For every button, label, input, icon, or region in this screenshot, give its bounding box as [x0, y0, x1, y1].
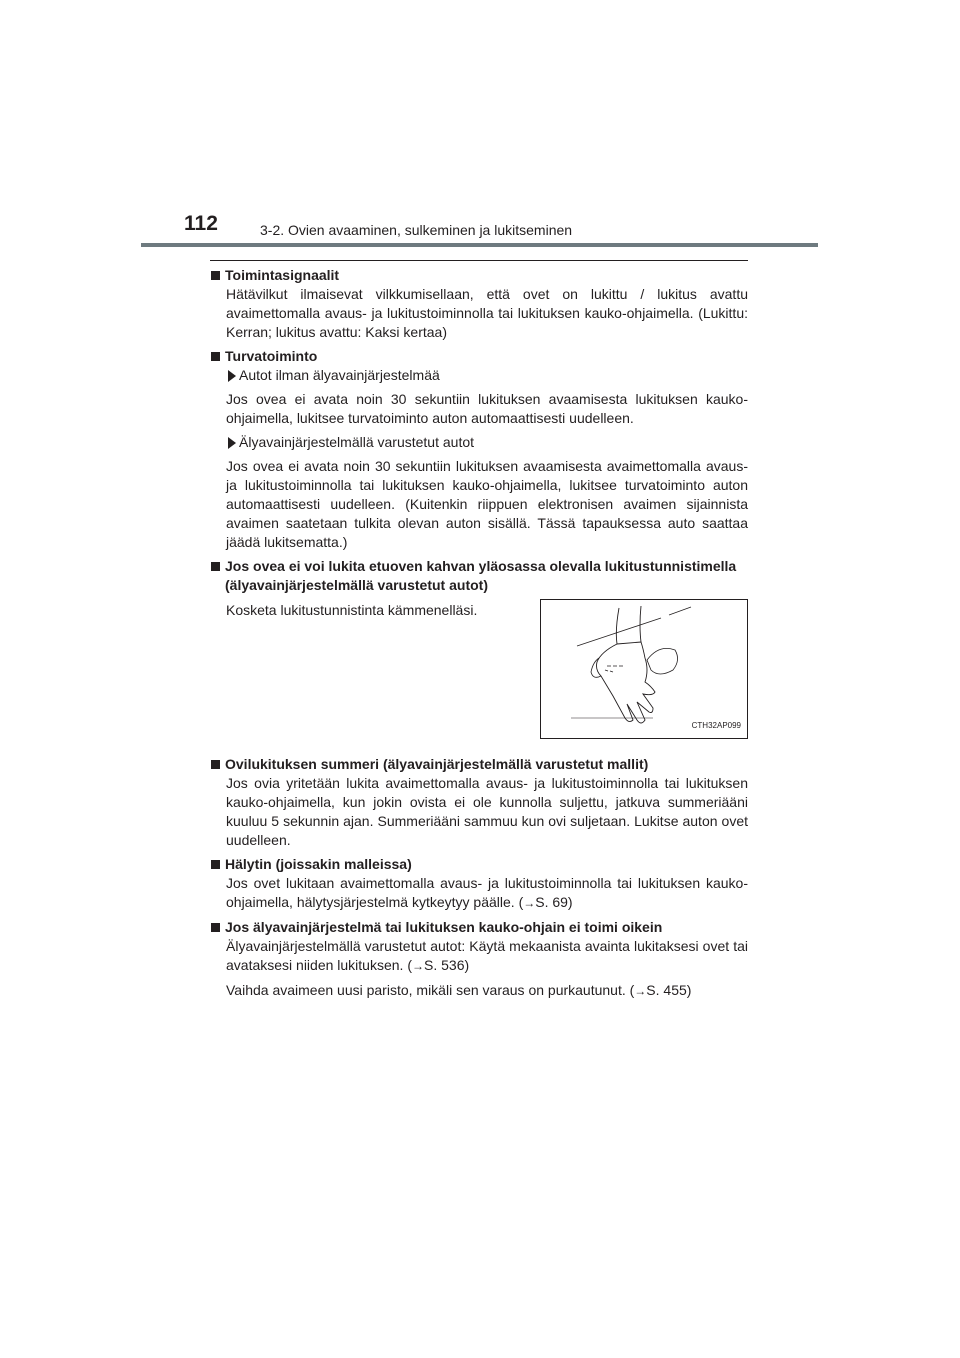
arrow-right-icon: →: [523, 896, 536, 910]
section-title: Ovilukituksen summeri (älyavainjärjestelmällä varustetut mallit): [225, 756, 649, 772]
figure-row: [210, 595, 748, 751]
section-body: [226, 874, 748, 913]
section-body: Jos ovia yritetään lukita avaimettomalla avaus- ja lukitustoiminnolla tai lukituksen kauko-ohjaimella, kun jokin ovista ei ole kunnolla suljettu, jatkuva summeriääni kuuluu 5 sekunnin ajan. Summeriääni sammuu kun ovi suljetaan. Lukitse auton ovet uudelleen.: [226, 775, 748, 848]
section-title: Jos ovea ei voi lukita etuoven kahvan yläosassa olevalla lukitustunnistimella (älyavainjärjestelmällä varustetut autot): [225, 558, 737, 593]
section-body: [226, 981, 748, 1001]
square-bullet-icon: [211, 352, 220, 361]
section-turvatoiminto: [210, 347, 748, 552]
page-reference: S. 536): [424, 957, 470, 973]
section-heading: [210, 557, 748, 595]
triangle-bullet-icon: [228, 370, 236, 382]
page-reference: S. 69): [535, 894, 573, 910]
section-body: Hätävilkut ilmaisevat vilkkumisellaan, että ovet on lukittu / lukitus avattu avaimettomalla avaus- ja lukitustoiminnolla tai lukituksen kauko-ohjaimella. (Lukittu: Kerran; lukitus avattu: Kaksi kertaa): [226, 286, 748, 340]
section-body: Jos ovea ei avata noin 30 sekuntiin lukituksen avaamisesta avaimettomalla avaus- ja lukitustoiminnolla tai lukituksen kauko-ohjaimella, lukitsee turvatoiminto auton automaattisesti uudelleen. (Kuitenkin riippuen elektronisen avaimen sijainnista avaimen saatetaan tulkita olevan auton sisällä. Tässä tapauksessa auto saattaa jäädä lukitsematta.): [226, 458, 748, 550]
chapter-title: 3-2. Ovien avaaminen, sulkeminen ja lukitseminen: [260, 222, 573, 238]
square-bullet-icon: [211, 923, 220, 932]
body-text: Vaihda avaimeen uusi paristo, mikäli sen varaus on purkautunut. (: [226, 982, 635, 998]
subheading: [226, 433, 748, 452]
section-ei-toimi: [210, 918, 748, 1001]
section-toimintasignaalit: [210, 266, 748, 342]
body-text: Älyavainjärjestelmällä varustetut autot: Käytä mekaanista avainta lukitaksesi ovet tai avataksesi niiden lukituksen. (: [226, 938, 748, 973]
section-heading: [210, 855, 748, 874]
section-halytin: [210, 855, 748, 913]
body-text: Jos ovet lukitaan avaimettomalla avaus- ja lukitustoiminnolla tai lukituksen kauko-ohjaimella, hälytysjärjestelmä kytkeytyy päälle. (: [226, 875, 748, 910]
square-bullet-icon: [211, 562, 220, 571]
section-title: Hälytin (joissakin malleissa): [225, 856, 412, 872]
section-body: Kosketa lukitustunnistinta kämmenelläsi.: [226, 602, 478, 618]
hand-on-door-handle-figure: [540, 599, 748, 739]
square-bullet-icon: [211, 760, 220, 769]
section-lukitustunnistin: [210, 557, 748, 751]
square-bullet-icon: [211, 860, 220, 869]
content: [210, 266, 748, 1006]
arrow-right-icon: →: [634, 984, 647, 998]
triangle-bullet-icon: [228, 437, 236, 449]
section-title: Turvatoiminto: [225, 348, 318, 364]
section-heading: [210, 266, 748, 285]
figure-code: CTH32AP099: [691, 721, 741, 730]
section-heading: [210, 347, 748, 366]
square-bullet-icon: [211, 271, 220, 280]
page-reference: S. 455): [646, 982, 692, 998]
subheading-label: Älyavainjärjestelmällä varustetut autot: [239, 434, 475, 450]
subheading-label: Autot ilman älyavainjärjestelmää: [239, 367, 440, 383]
section-title: Jos älyavainjärjestelmä tai lukituksen kauko-ohjain ei toimi oikein: [225, 919, 663, 935]
section-ovilukituksen-summeri: [210, 755, 748, 850]
subheading: [226, 366, 748, 385]
section-body: [226, 937, 748, 976]
section-heading: [210, 755, 748, 774]
content-rule: [210, 260, 748, 261]
header-rule: [141, 243, 818, 247]
section-heading: [210, 918, 748, 937]
section-title: Toimintasignaalit: [225, 267, 340, 283]
arrow-right-icon: →: [412, 959, 424, 973]
section-body: Jos ovea ei avata noin 30 sekuntiin lukituksen avaamisesta lukituksen kauko-ohjaimella, lukitsee turvatoiminto auton automaattisesti uudelleen.: [226, 391, 748, 426]
page-number: 112: [184, 212, 218, 235]
